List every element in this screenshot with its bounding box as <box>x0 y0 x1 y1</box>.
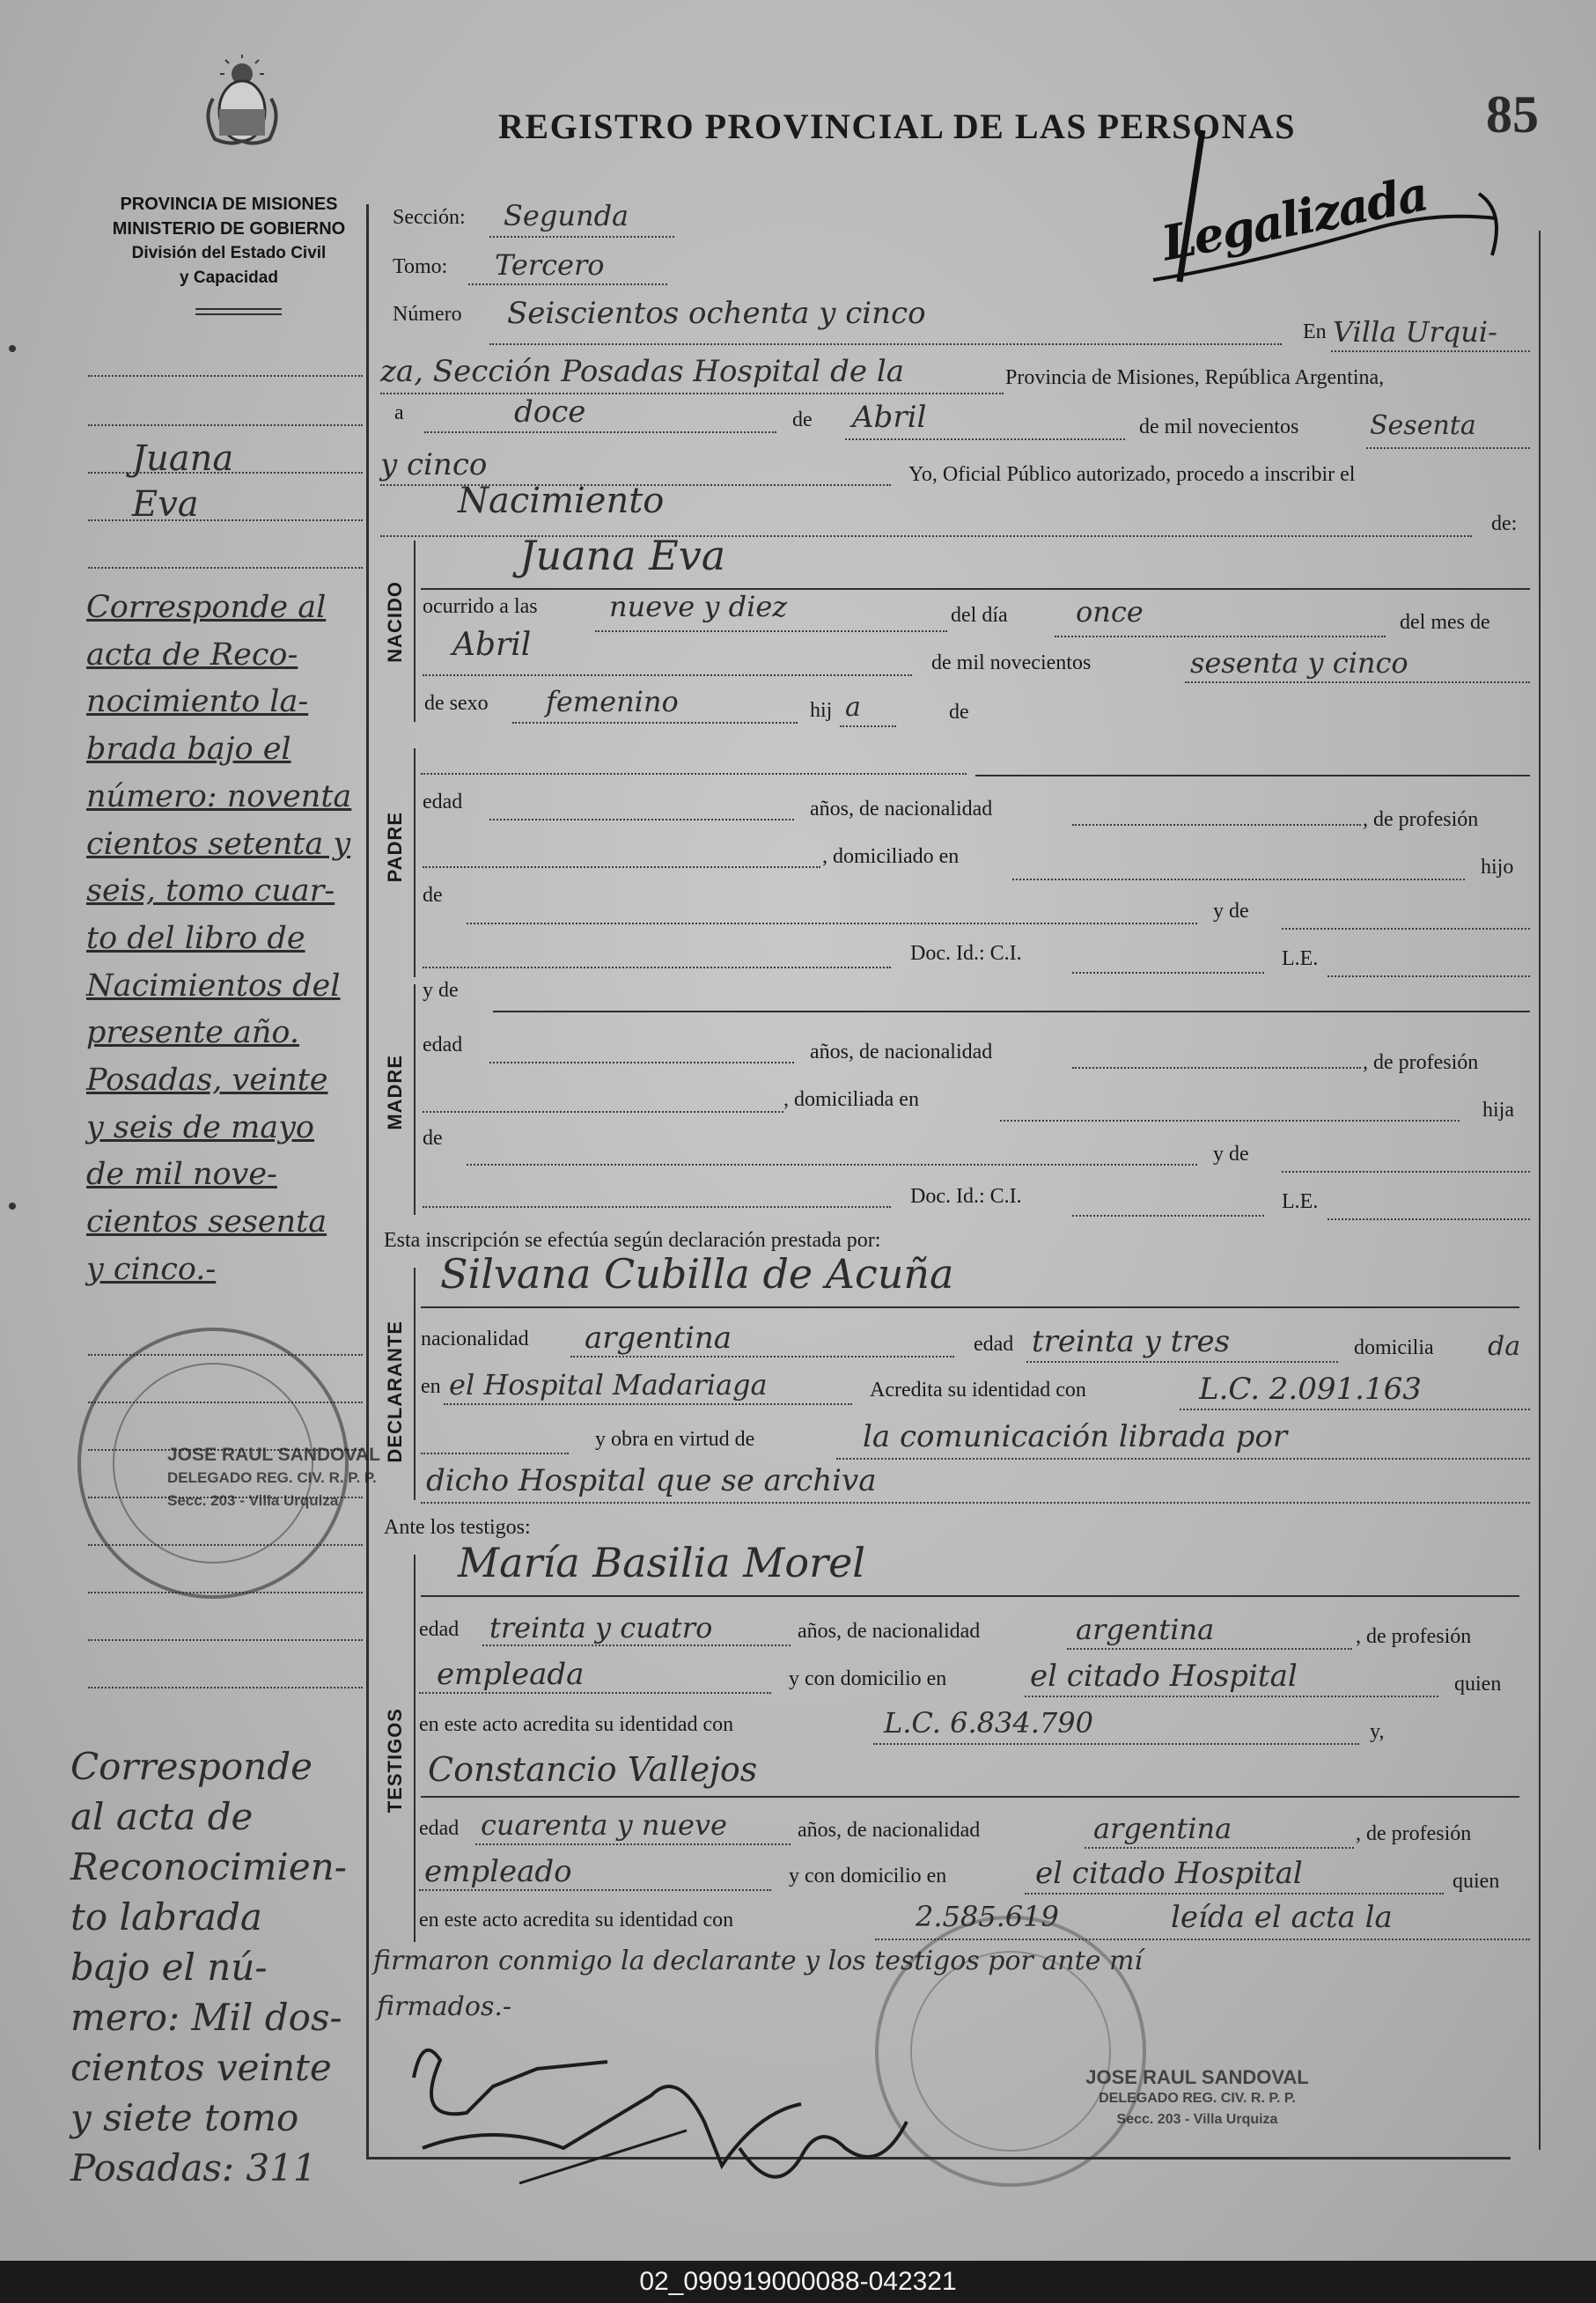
declarante-side-label: DECLARANTE <box>384 1321 406 1463</box>
provincia-text: Provincia de Misiones, República Argentina, <box>1005 366 1385 389</box>
note1-line: cientos setenta y <box>86 826 351 862</box>
coat-of-arms-icon <box>195 55 289 148</box>
padre-y-de-line <box>1282 928 1530 930</box>
padre-le-line <box>1328 975 1530 977</box>
testigo1-profesion-line <box>419 1692 771 1694</box>
nacido-dia: once <box>1076 595 1144 629</box>
declarante-edad: treinta y tres <box>1032 1324 1231 1359</box>
note2-line: y siete tomo <box>70 2096 299 2139</box>
legalizada-annotation: Legalizada <box>1157 165 1431 272</box>
note2-line: cientos veinte <box>70 2046 332 2089</box>
note1-line: seis, tomo cuar- <box>86 873 335 909</box>
dia-line <box>424 431 776 433</box>
testigos-bracket <box>414 1555 416 1942</box>
declarante-nombre-line <box>421 1306 1519 1308</box>
padre-ci-line <box>1072 972 1264 974</box>
madre-hija-label: hija <box>1482 1099 1514 1122</box>
official-stamp-text <box>1039 2067 1356 2130</box>
declarante-obra-line <box>836 1458 1530 1460</box>
declarante-edad-label: edad <box>974 1333 1014 1356</box>
hora-value: nueve y diez <box>609 590 788 623</box>
madre-de-label: de <box>423 1127 443 1150</box>
seal-official-section: Secc. 203 - Villa Urquiza <box>167 1492 339 1509</box>
anio-cont-value: y cinco <box>380 447 488 482</box>
note1-line: brada bajo el <box>86 732 291 768</box>
testigos-side-label: TESTIGOS <box>384 1708 406 1814</box>
nacido-mes-line <box>423 674 912 676</box>
padre-le-label: L.E. <box>1282 947 1319 970</box>
declarante-acredita-label: Acredita su identidad con <box>870 1379 1086 1402</box>
numero-line <box>489 343 1282 345</box>
testigo1-domicilio-label: y con domicilio en <box>789 1667 947 1690</box>
right-border <box>1539 231 1541 2150</box>
note2-line: Posadas: 311 <box>70 2146 317 2189</box>
hij-suffix: a <box>845 692 861 723</box>
nacido-mil-label: de mil novecientos <box>931 651 1092 674</box>
padre-domiciliado-label: , domiciliado en <box>822 845 960 868</box>
file-code-footer: 02_090919000088-042321 <box>0 2261 1596 2303</box>
note2-line: Corresponde <box>70 1745 313 1788</box>
declarante-intro: Esta inscripción se efectúa según declaración prestada por: <box>384 1229 881 1252</box>
nacido-anio: sesenta y cinco <box>1190 646 1408 680</box>
margin-name-1: Juana <box>132 438 234 479</box>
seal-official-name: JOSE RAUL SANDOVAL <box>167 1445 380 1465</box>
anio-value: Sesenta <box>1370 410 1476 441</box>
note1-line: Posadas, veinte <box>86 1063 328 1099</box>
testigo1-profesion: empleada <box>437 1657 585 1692</box>
page-number: 85 <box>1486 85 1539 143</box>
en-line <box>1331 350 1530 352</box>
declarante-en-label: en <box>421 1375 441 1398</box>
note1-line: de mil nove- <box>86 1157 277 1193</box>
closing-line-1: leída el acta la <box>1171 1900 1393 1935</box>
nacido-mes: Abril <box>452 627 532 663</box>
en-value: Villa Urqui- <box>1333 315 1497 349</box>
margin-line <box>88 567 363 569</box>
testigo1-domicilio-line <box>1025 1696 1438 1697</box>
testigo2-profesion-line <box>419 1889 771 1891</box>
madre-doc-label: Doc. Id.: C.I. <box>910 1185 1022 1208</box>
declarante-domicilia: da <box>1488 1331 1521 1362</box>
madre-y-de2-label: y de <box>1213 1143 1249 1166</box>
note1-line: y cinco.- <box>86 1251 217 1287</box>
sexo-line <box>512 722 798 724</box>
note2-line: to labrada <box>70 1895 262 1939</box>
madre-edad-line <box>489 1062 794 1063</box>
padre-domicilio-line <box>1012 879 1465 880</box>
padre-profesion-line <box>423 866 820 868</box>
madre-domicilio-line <box>1000 1120 1460 1122</box>
testigo1-edad-label: edad <box>419 1618 460 1641</box>
padre-anios-label: años, de nacionalidad <box>810 798 993 820</box>
nacido-dia-line <box>1055 636 1386 637</box>
madre-doc-pre-line <box>423 1206 891 1208</box>
org-header <box>88 192 370 291</box>
nacido-bracket <box>414 541 416 722</box>
madre-profesion-label: , de profesión <box>1363 1051 1479 1074</box>
declarante-obra: la comunicación librada por <box>863 1419 1288 1454</box>
seccion-label: Sección: <box>393 206 466 229</box>
padre-bracket <box>414 748 416 977</box>
madre-edad-label: edad <box>423 1034 463 1056</box>
anio-line <box>1366 447 1530 449</box>
testigo1-doc-line <box>873 1743 1359 1745</box>
note1-line: acta de Reco- <box>86 636 298 673</box>
testigo1-domicilio: el citado Hospital <box>1030 1659 1298 1694</box>
declarante-bracket <box>414 1268 416 1500</box>
testigo2-domicilio-line <box>1025 1893 1444 1895</box>
yo-text: Yo, Oficial Público autorizado, procedo a inscribir el <box>908 463 1356 486</box>
numero-value: Seiscientos ochenta y cinco <box>507 296 926 331</box>
org-underline <box>195 308 282 310</box>
padre-side-label: PADRE <box>384 812 406 883</box>
madre-domiciliada-label: , domiciliada en <box>783 1088 919 1111</box>
padre-nacionalidad-line <box>1072 824 1361 826</box>
nacido-nombre-line <box>421 588 1530 590</box>
a-label: a <box>394 401 404 424</box>
testigos-intro: Ante los testigos: <box>384 1516 531 1539</box>
madre-side-label: MADRE <box>384 1055 406 1130</box>
note1-line: to del libro de <box>86 920 305 956</box>
ocurrido-label: ocurrido a las <box>423 595 538 618</box>
note2-line: al acta de <box>70 1795 254 1838</box>
testigo2-nacionalidad: argentina <box>1093 1812 1232 1845</box>
sexo-label: de sexo <box>424 692 489 715</box>
testigo2-edad: cuarenta y nueve <box>481 1808 727 1842</box>
madre-nacionalidad-line <box>1072 1067 1361 1069</box>
closing-line-3: firmados.- <box>377 1991 512 2022</box>
note1-line: Nacimientos del <box>86 968 341 1004</box>
note1-line: nocimiento la- <box>86 684 309 720</box>
place-cont-value: za, Sección Posadas Hospital de la <box>380 354 904 389</box>
padre-edad-label: edad <box>423 791 463 813</box>
punch-mark <box>9 1203 16 1210</box>
margin-name-2: Eva <box>132 484 199 525</box>
seal-left-text <box>167 1444 449 1512</box>
testigo1-quien-label: quien <box>1454 1673 1502 1696</box>
padre-profesion-label: , de profesión <box>1363 808 1479 831</box>
note2-line: Reconocimien- <box>70 1845 347 1888</box>
org-line-4: y Capacidad <box>180 269 278 287</box>
testigo1-anios-label: años, de nacionalidad <box>798 1620 981 1643</box>
madre-de-line <box>467 1164 1197 1166</box>
nacido-anio-line <box>1185 681 1530 683</box>
margin-line <box>88 519 363 521</box>
testigo2-domicilio-label: y con domicilio en <box>789 1865 947 1887</box>
note1-line: cientos sesenta <box>86 1204 327 1240</box>
hora-line <box>595 630 947 632</box>
de-label: de <box>792 408 813 431</box>
org-line-1: PROVINCIA DE MISIONES <box>120 195 338 214</box>
padre-edad-line <box>489 819 794 820</box>
testigo2-acredita-label: en este acto acredita su identidad con <box>419 1909 734 1931</box>
place-cont-line <box>380 393 1004 394</box>
madre-profesion-line <box>423 1111 783 1113</box>
madre-y-de-top-line <box>493 1011 1530 1012</box>
padre-de-label: de <box>423 884 443 907</box>
note1-line: número: noventa <box>86 778 352 814</box>
note2-line: bajo el nú- <box>70 1946 268 1989</box>
testigo1-acredita-label: en este acto acredita su identidad con <box>419 1713 734 1736</box>
madre-anios-label: años, de nacionalidad <box>810 1041 993 1063</box>
madre-le-line <box>1328 1218 1530 1220</box>
tomo-label: Tomo: <box>393 255 448 278</box>
testigo2-doc: 2.585.619 <box>916 1900 1059 1933</box>
testigo2-edad-line <box>475 1843 791 1845</box>
signatures-image <box>387 2016 933 2227</box>
testigo2-nombre: Constancio Vallejos <box>428 1750 758 1789</box>
nacido-side-label: NACIDO <box>384 581 406 663</box>
declarante-obra-cont-line <box>421 1502 1530 1504</box>
parents-line-2 <box>975 775 1530 776</box>
org-underline-2 <box>195 313 282 315</box>
padre-y-de-label: y de <box>1213 900 1249 923</box>
note2-line: mero: Mil dos- <box>70 1996 342 2039</box>
testigo1-nombre: María Basilia Morel <box>458 1539 866 1586</box>
parents-line <box>421 773 967 775</box>
margin-line <box>88 424 363 426</box>
declarante-obra-cont: dicho Hospital que se archiva <box>426 1463 877 1498</box>
declarante-nacionalidad: argentina <box>585 1321 732 1356</box>
de-colon-label: de: <box>1491 512 1518 535</box>
madre-le-label: L.E. <box>1282 1190 1319 1213</box>
declarante-obra-pre-line <box>421 1453 569 1454</box>
nacido-de-label: de <box>949 701 969 724</box>
mes-value: Abril <box>852 400 927 435</box>
testigo2-profesion-label: , de profesión <box>1356 1822 1472 1845</box>
madre-bracket <box>414 984 416 1215</box>
nacido-nombre: Juana Eva <box>519 532 726 579</box>
tomo-value: Tercero <box>495 248 605 282</box>
margin-line <box>88 1687 363 1689</box>
signature-scribble <box>1144 123 1532 299</box>
testigo1-edad: treinta y cuatro <box>489 1611 713 1644</box>
seal-official-title: DELEGADO REG. CIV. R. P. P. <box>167 1469 377 1486</box>
note1-line: presente año. <box>86 1015 299 1051</box>
padre-doc-label: Doc. Id.: C.I. <box>910 942 1022 965</box>
declarante-nombre: Silvana Cubilla de Acuña <box>440 1250 954 1298</box>
note1-line: y seis de mayo <box>86 1109 314 1145</box>
testigo2-anios-label: años, de nacionalidad <box>798 1819 981 1842</box>
tomo-line <box>468 283 667 285</box>
margin-note-1 <box>86 585 364 1294</box>
declarante-domicilia-label: domicilia <box>1354 1336 1434 1359</box>
declarante-obra-label: y obra en virtud de <box>595 1428 755 1451</box>
numero-label: Número <box>393 303 462 326</box>
stamp-official-title: DELEGADO REG. CIV. R. P. P. <box>1099 2091 1296 2106</box>
seccion-value: Segunda <box>504 199 629 232</box>
testigo1-nacionalidad-line <box>1067 1648 1352 1650</box>
stamp-official-name: JOSE RAUL SANDOVAL <box>1085 2066 1309 2088</box>
testigo1-doc: L.C. 6.834.790 <box>884 1706 1093 1740</box>
testigo2-edad-label: edad <box>419 1817 460 1840</box>
padre-hijo-label: hijo <box>1481 856 1514 879</box>
madre-ci-line <box>1072 1215 1264 1217</box>
seccion-line <box>489 236 674 238</box>
madre-y-de2-line <box>1282 1171 1530 1173</box>
testigo1-edad-line <box>482 1644 791 1646</box>
testigo1-profesion-label: , de profesión <box>1356 1625 1472 1648</box>
testigo1-nacionalidad: argentina <box>1076 1613 1215 1646</box>
mil-label: de mil novecientos <box>1139 416 1299 438</box>
madre-y-de-top-label: y de <box>423 979 459 1002</box>
stamp-official-section: Secc. 203 - Villa Urquiza <box>1116 2112 1278 2127</box>
margin-line <box>88 1639 363 1641</box>
testigo2-quien-label: quien <box>1453 1870 1500 1893</box>
closing-line-2: firmaron conmigo la declarante y los testigos por ante mí <box>373 1946 1143 1976</box>
acto-value: Nacimiento <box>458 481 665 521</box>
org-line-2: MINISTERIO DE GOBIERNO <box>112 219 346 239</box>
declarante-nacionalidad-label: nacionalidad <box>421 1328 529 1350</box>
margin-divider <box>366 204 369 2159</box>
hij-line <box>840 725 896 727</box>
mes-line <box>845 438 1125 440</box>
declarante-domicilio: el Hospital Madariaga <box>449 1368 768 1402</box>
declarante-domicilio-line <box>444 1403 852 1405</box>
del-mes-label: del mes de <box>1400 611 1490 634</box>
declarante-edad-line <box>1026 1361 1338 1363</box>
padre-de-line <box>467 923 1197 924</box>
org-line-3: División del Estado Civil <box>131 244 327 262</box>
testigo2-nacionalidad-line <box>1085 1847 1354 1849</box>
testigo1-nombre-line <box>421 1595 1519 1597</box>
note1-line: Corresponde al <box>86 590 327 625</box>
testigo2-profesion: empleado <box>424 1854 572 1889</box>
page-title: REGISTRO PROVINCIAL DE LAS PERSONAS <box>498 107 1297 146</box>
margin-line <box>88 375 363 377</box>
declarante-documento-line <box>1180 1409 1530 1410</box>
declarante-documento: L.C. 2.091.163 <box>1199 1372 1422 1407</box>
del-dia-label: del día <box>951 604 1008 627</box>
testigo2-nombre-line <box>421 1796 1519 1798</box>
testigo2-domicilio: el citado Hospital <box>1035 1856 1303 1891</box>
testigo1-y-label: y, <box>1370 1720 1385 1743</box>
dia-value: doce <box>514 394 586 430</box>
sexo-value: femenino <box>546 685 679 718</box>
punch-mark <box>9 345 16 352</box>
hij-label: hij <box>810 699 833 722</box>
en-label: En <box>1303 320 1327 343</box>
padre-doc-pre-line <box>423 967 891 968</box>
margin-note-2 <box>70 1741 361 2193</box>
declarante-nacionalidad-line <box>570 1356 954 1358</box>
